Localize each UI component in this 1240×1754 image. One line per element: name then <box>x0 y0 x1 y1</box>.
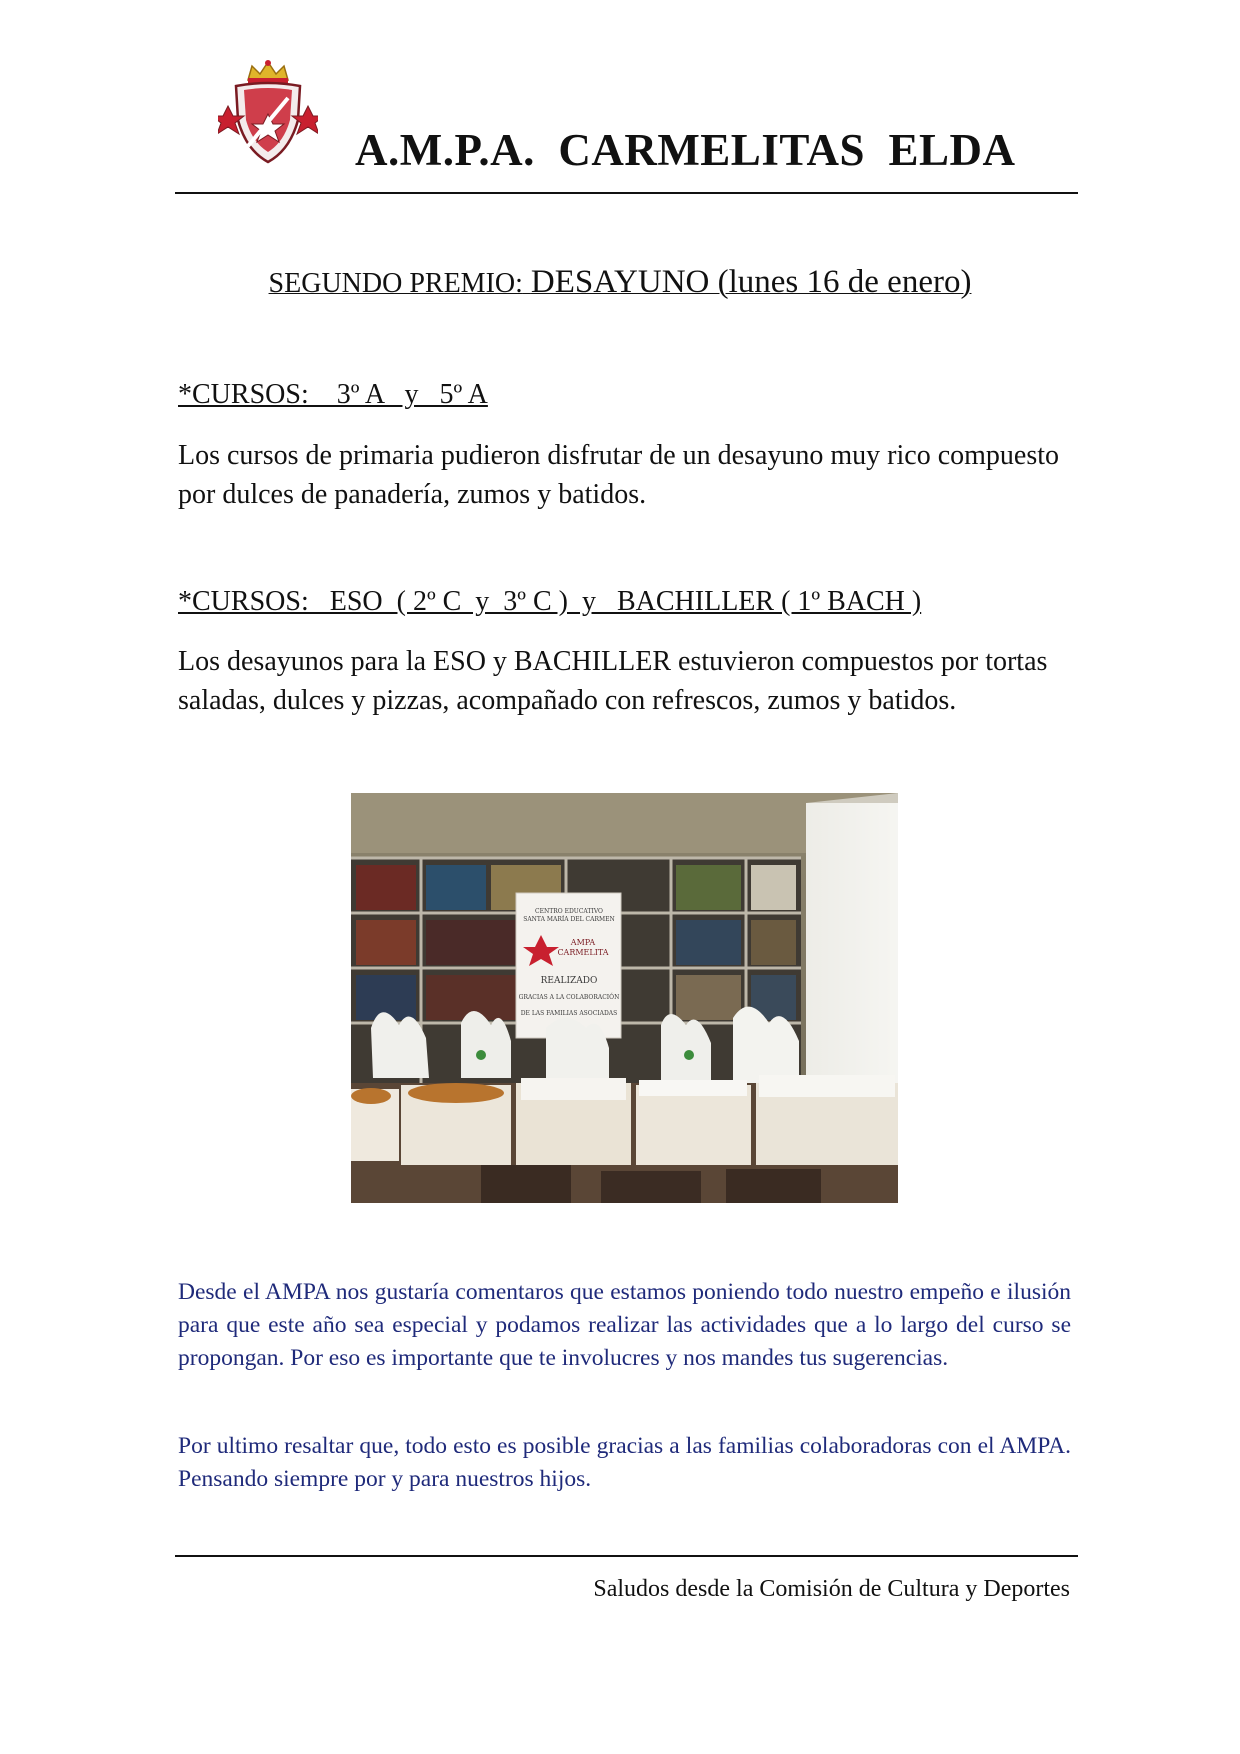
banner-line-7: DE LAS FAMILIAS ASOCIADAS <box>520 1010 618 1017</box>
organization-title: A.M.P.A. CARMELITAS ELDA <box>355 125 1016 175</box>
header-divider <box>175 192 1078 194</box>
banner-line-3: AMPA <box>570 938 596 947</box>
closing-paragraph-1: Desde el AMPA nos gustaría comentaros que estamos poniendo todo nuestro empeño e ilusión para que este año sea especial y podamos realizar las actividades que a lo largo del curso se propongan. Por eso es importante que te involucres y nos mandes tus sugerencias. <box>178 1279 1071 1371</box>
section-title-label: SEGUNDO PREMIO: <box>268 268 523 299</box>
banner-line-2: SANTA MARÍA DEL CARMEN <box>523 916 615 923</box>
course-heading-primary: *CURSOS: 3º A y 5º A <box>178 379 488 410</box>
signoff-text: Saludos desde la Comisión de Cultura y Deportes <box>593 1576 1070 1602</box>
section-title <box>0 263 1240 303</box>
course-heading-eso-bachiller: *CURSOS: ESO ( 2º C y 3º C ) y BACHILLER ( 1º BACH ) <box>178 586 922 617</box>
banner-line-4: CARMELITA <box>557 948 609 957</box>
ampa-crest-logo <box>218 58 318 166</box>
section-title-event: DESAYUNO (lunes 16 de enero) <box>530 264 972 300</box>
footer-divider <box>175 1555 1078 1557</box>
banner-line-1: CENTRO EDUCATIVO <box>535 908 603 915</box>
course-description-primary: Los cursos de primaria pudieron disfrutar de un desayuno muy rico compuesto por dulces de panadería, zumos y batidos. <box>178 440 1060 510</box>
banner-line-6: GRACIAS A LA COLABORACIÓN <box>518 994 620 1001</box>
course-description-eso-bachiller: Los desayunos para la ESO y BACHILLER estuvieron compuestos por tortas saladas, dulces y pizzas, acompañado con refrescos, zumos y batidos. <box>178 646 1048 716</box>
banner-line-5: REALIZADO <box>540 976 598 986</box>
breakfast-photo <box>351 793 898 1203</box>
closing-paragraph-2: Por ultimo resaltar que, todo esto es posible gracias a las familias colaboradoras con el AMPA. Pensando siempre por y para nuestros hijos. <box>178 1433 1071 1492</box>
